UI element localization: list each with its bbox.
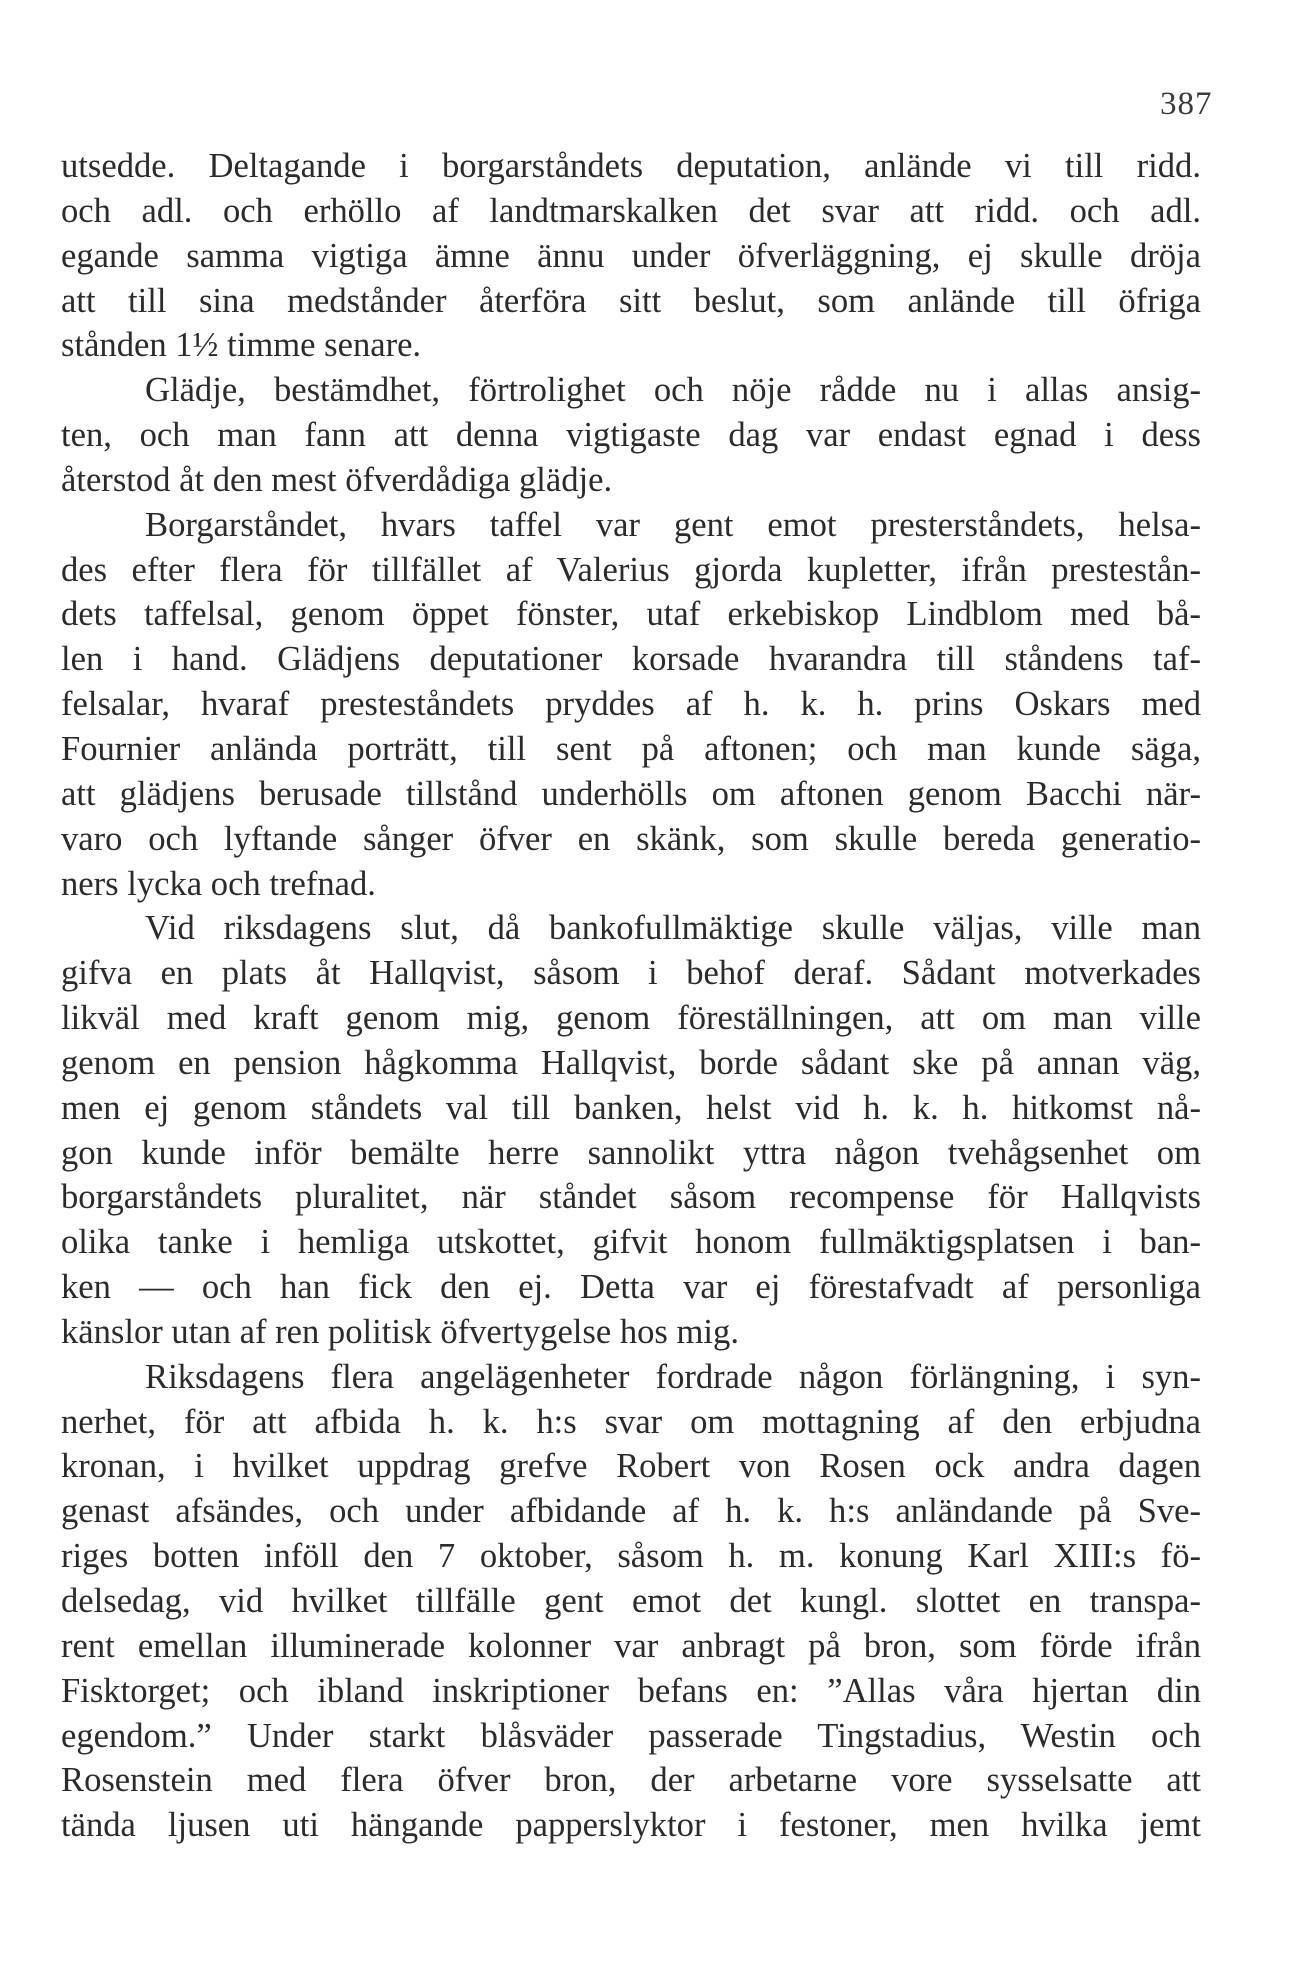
text-line: egande samma vigtiga ämne ännu under öfverläggning, ej skulle dröja xyxy=(61,236,1201,275)
text-line: felsalar, hvaraf presteståndets pryddes af h. k. h. prins Oskars med xyxy=(61,685,1201,724)
text-line: Fournier anlända porträtt, till sent på aftonen; och man kunde säga, xyxy=(61,729,1201,768)
text-line: olika tanke i hemliga utskottet, gifvit honom fullmäktigsplatsen i ban- xyxy=(61,1223,1201,1262)
text-line: genom en pension hågkomma Hallqvist, borde sådant ske på annan väg, xyxy=(61,1043,1201,1082)
text-line: Glädje, bestämdhet, förtrolighet och nöje rådde nu i allas ansig- xyxy=(145,371,1201,410)
text-line: riges botten inföll den 7 oktober, såsom h. m. konung Karl XIII:s fö- xyxy=(61,1537,1201,1576)
text-line: och adl. och erhöllo af landtmarskalken det svar att ridd. och adl. xyxy=(61,191,1201,230)
text-line: gifva en plats åt Hallqvist, såsom i behof deraf. Sådant motverkades xyxy=(61,954,1201,993)
text-line: Borgarståndet, hvars taffel var gent emot presterståndets, helsa- xyxy=(145,505,1201,544)
text-line: Fisktorget; och ibland inskriptioner befans en: ”Allas våra hjertan din xyxy=(61,1671,1201,1710)
text-line: Vid riksdagens slut, då bankofullmäktige skulle väljas, ville man xyxy=(145,909,1201,948)
text-line: att glädjens berusade tillstånd underhölls om aftonen genom Bacchi när- xyxy=(61,774,1201,813)
text-line: ken — och han fick den ej. Detta var ej förestafvadt af personliga xyxy=(61,1268,1201,1307)
text-line: dets taffelsal, genom öppet fönster, utaf erkebiskop Lindblom med bå- xyxy=(61,595,1201,634)
text-line: Riksdagens flera angelägenheter fordrade någon förlängning, i syn- xyxy=(145,1357,1201,1396)
text-line: likväl med kraft genom mig, genom föreställningen, att om man ville xyxy=(61,999,1201,1038)
text-line: len i hand. Glädjens deputationer korsade hvarandra till ståndens taf- xyxy=(61,640,1201,679)
text-line: kronan, i hvilket uppdrag grefve Robert von Rosen ock andra dagen xyxy=(61,1447,1201,1486)
text-line: men ej genom ståndets val till banken, helst vid h. k. h. hitkomst nå- xyxy=(61,1088,1201,1127)
text-line: ten, och man fann att denna vigtigaste dag var endast egnad i dess xyxy=(61,416,1201,455)
text-line: återstod åt den mest öfverdådiga glädje. xyxy=(61,460,613,499)
text-line: genast afsändes, och under afbidande af h. k. h:s anländande på Sve- xyxy=(61,1492,1201,1531)
text-line: känslor utan af ren politisk öfvertygelse hos mig. xyxy=(61,1312,739,1351)
text-line: ners lycka och trefnad. xyxy=(61,864,376,903)
text-line: rent emellan illuminerade kolonner var anbragt på bron, som förde ifrån xyxy=(61,1626,1201,1665)
body-text xyxy=(61,144,1201,1848)
text-line: delsedag, vid hvilket tillfälle gent emot det kungl. slottet en transpa- xyxy=(61,1582,1201,1620)
text-line: nerhet, för att afbida h. k. h:s svar om mottagning af den erbjudna xyxy=(61,1402,1201,1441)
text-line: tända ljusen uti hängande papperslyktor i festoner, men hvilka jemt xyxy=(61,1806,1201,1845)
text-line: des efter flera för tillfället af Valerius gjorda kupletter, ifrån prestestån- xyxy=(61,550,1201,589)
text-line: stånden 1½ timme senare. xyxy=(61,326,422,365)
page-number: 387 xyxy=(1160,86,1213,122)
text-line: varo och lyftande sånger öfver en skänk, som skulle bereda generatio- xyxy=(61,819,1201,858)
text-line: egendom.” Under starkt blåsväder passerade Tingstadius, Westin och xyxy=(61,1716,1201,1755)
text-line: Rosenstein med flera öfver bron, der arbetarne vore sysselsatte att xyxy=(61,1761,1201,1800)
text-line: borgarståndets pluralitet, när ståndet såsom recompense för Hallqvists xyxy=(61,1178,1201,1217)
text-line: utsedde. Deltagande i borgarståndets deputation, anlände vi till ridd. xyxy=(61,147,1201,185)
text-line: gon kunde inför bemälte herre sannolikt yttra någon tvehågsenhet om xyxy=(61,1133,1201,1172)
text-line: att till sina medstånder återföra sitt beslut, som anlände till öfriga xyxy=(61,281,1201,320)
